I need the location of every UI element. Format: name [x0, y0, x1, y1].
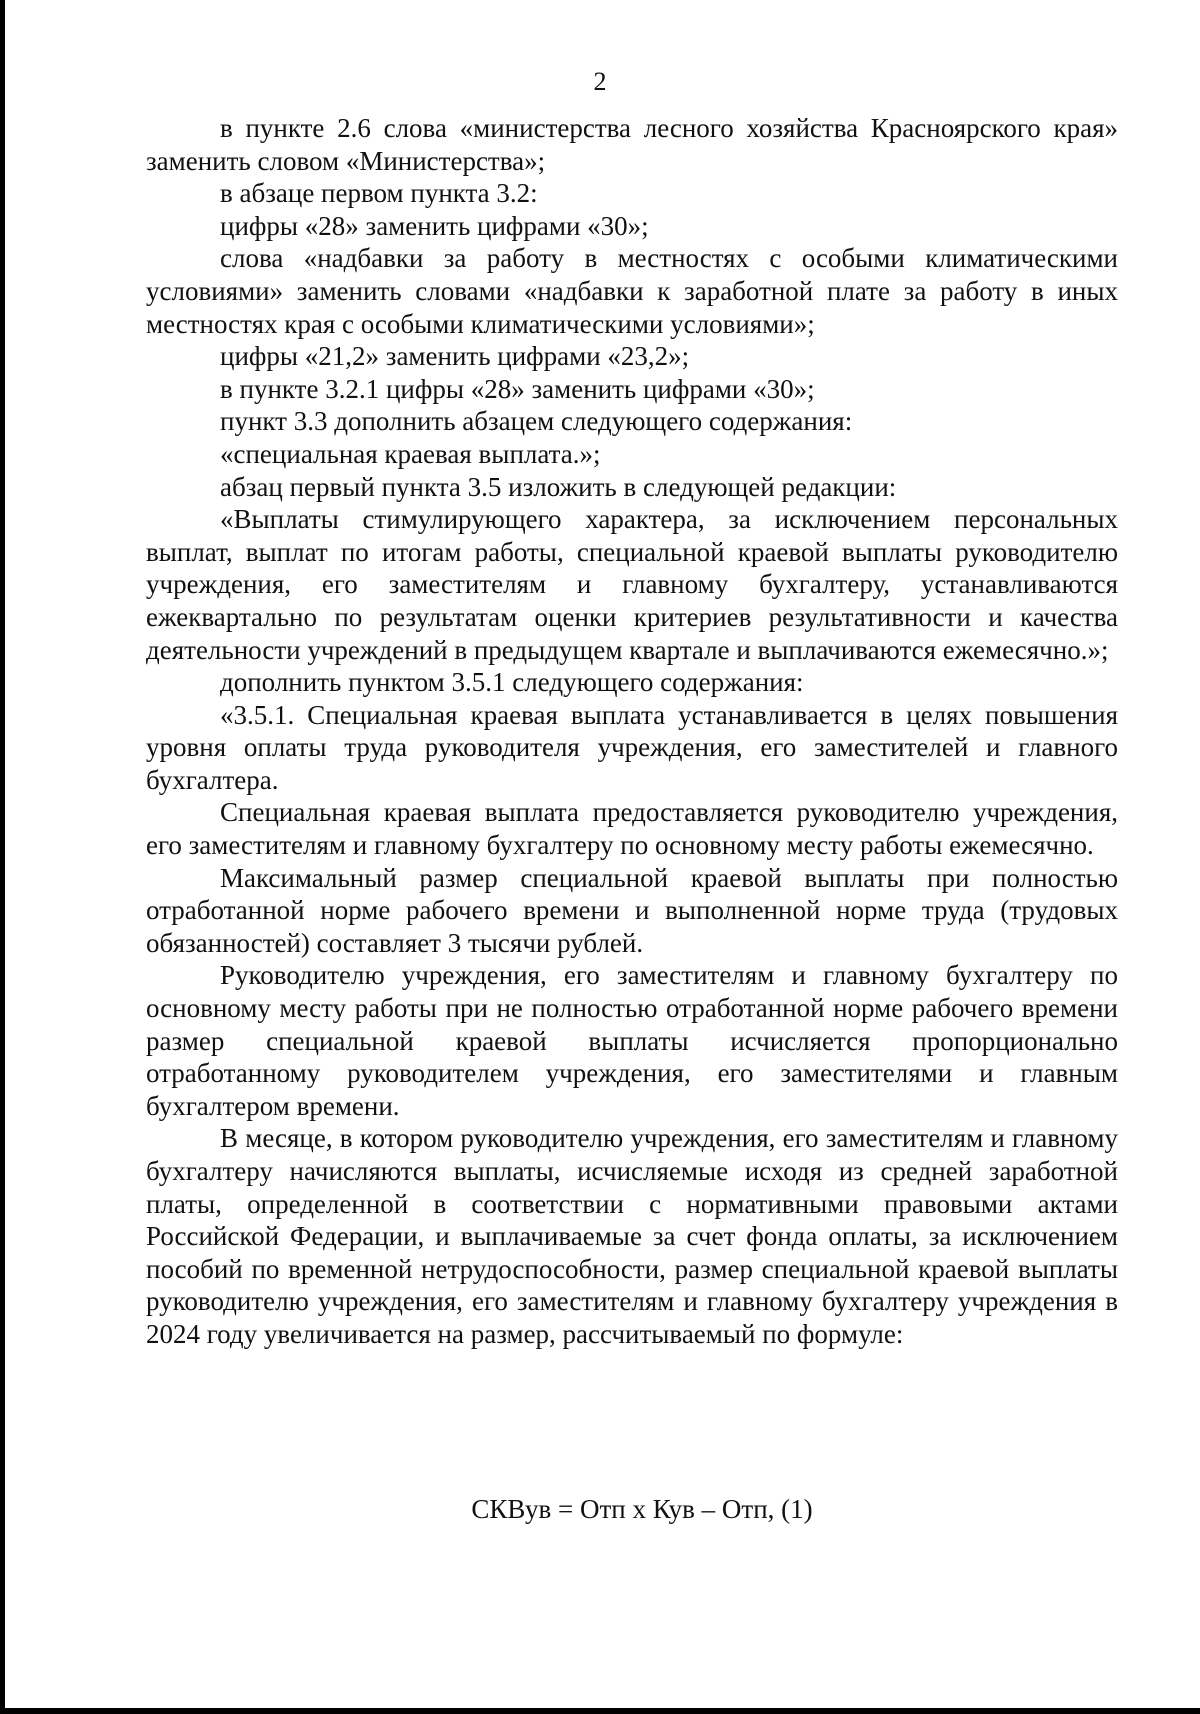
paragraph-item-3-5-1: «3.5.1. Специальная краевая выплата устанавливается в целях повышения уровня оплаты труда руководителя учреждения, его заместителей и главного бухгалтера. [146, 699, 1118, 795]
scan-bottom-edge [0, 1708, 1200, 1714]
paragraph-proportional: Руководителю учреждения, его заместителям и главному бухгалтеру по основному месту работы при не полностью отработанной норме рабочего времени размер специальной краевой выплаты исчисляется пропорционально отработанному руководителем учреждения, его заместителями и главным бухгалтером времени. [146, 960, 1118, 1121]
paragraph-item-3-2-1: в пункте 3.2.1 цифры «28» заменить цифрами «30»; [220, 373, 815, 404]
paragraph-words-allowance: слова «надбавки за работу в местностях с особыми климатическими условиями» заменить словами «надбавки к заработной плате за работу в иных местностях края с особыми климатическими условиями»; [146, 243, 1118, 339]
document-body [146, 112, 1118, 1351]
paragraph-item-3-5-1-intro: дополнить пунктом 3.5.1 следующего содержания: [220, 667, 804, 698]
paragraph-item-3-5-intro: абзац первый пункта 3.5 изложить в следующей редакции: [220, 471, 897, 502]
scan-left-edge [0, 0, 5, 1714]
paragraph-item-3-2-intro: в абзаце первом пункта 3.2: [220, 178, 538, 209]
paragraph-item-3-3: пункт 3.3 дополнить абзацем следующего содержания: [220, 406, 853, 437]
paragraph-digits-28: цифры «28» заменить цифрами «30»; [220, 210, 649, 241]
paragraph-max-amount: Максимальный размер специальной краевой выплаты при полностью отработанной норме рабочего времени и выполненной норме труда (трудовых обязанностей) составляет 3 тысячи рублей. [146, 862, 1118, 958]
paragraph-digits-21-2: цифры «21,2» заменить цифрами «23,2»; [220, 341, 690, 372]
paragraph-incentive-payments: «Выплаты стимулирующего характера, за исключением персональных выплат, выплат по итогам работы, специальной краевой выплаты руководителю учреждения, его заместителям и главному бухгалтеру, устанавливаются ежеквартально по результатам оценки критериев результативности и качества деятельности учреждений в предыдущем квартале и выплачиваются ежемесячно.»; [146, 504, 1118, 665]
paragraph-month-increase: В месяце, в котором руководителю учреждения, его заместителям и главному бухгалтеру начисляются выплаты, исчисляемые исходя из средней заработной платы, определенной в соответствии с нормативными правовыми актами Российской Федерации, и выплачиваемые за счет фонда оплаты, за исключением пособий по временной нетрудоспособности, размер специальной краевой выплаты руководителю учреждения, его заместителям и главному бухгалтеру учреждения в 2024 году увеличивается на размер, рассчитываемый по формуле: [146, 1123, 1118, 1349]
page-number: 2 [593, 67, 607, 96]
paragraph-item-2-6: в пункте 2.6 слова «министерства лесного хозяйства Красноярского края» заменить словом «Министерства»; [146, 113, 1118, 176]
formula: СКВув = Отп х Кув – Отп, (1) [471, 1494, 813, 1524]
paragraph-special-payment-quote: «специальная краевая выплата.»; [220, 438, 601, 469]
paragraph-payment-provided: Специальная краевая выплата предоставляется руководителю учреждения, его заместителям и главному бухгалтеру по основному месту работы ежемесячно. [146, 797, 1118, 861]
